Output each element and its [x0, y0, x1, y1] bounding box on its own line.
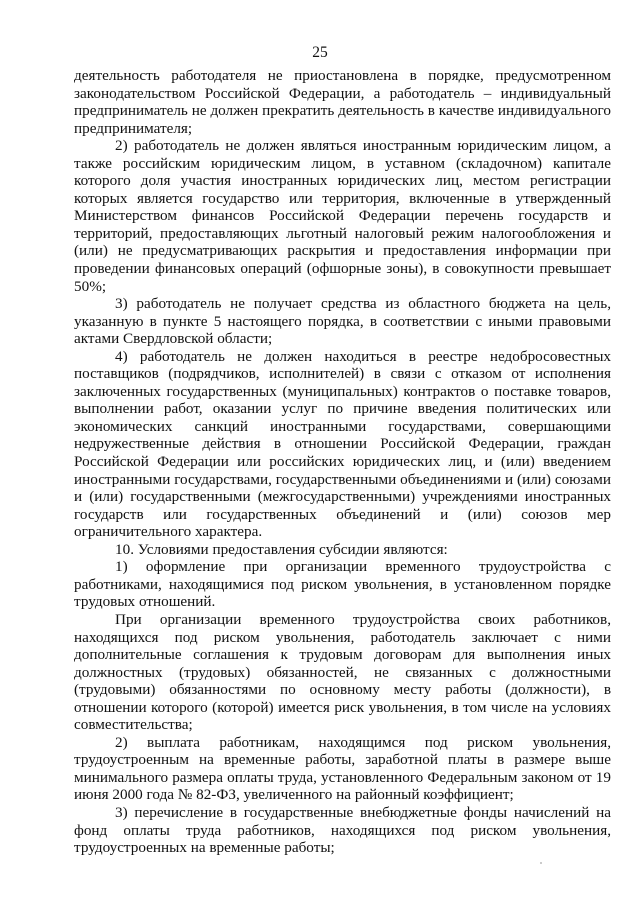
paragraph: 2) выплата работникам, находящимся под риском увольнения, трудоустроенным на временные работы, заработной платы в размере выше минимального размера оплаты труда, установленного Федеральным законом от 19 июня 2000 года № 82-ФЗ, увеличенного на районный коэффициент; — [74, 733, 611, 804]
paragraph: 3) работодатель не получает средства из областного бюджета на цель, указанную в пункте 5 настоящего порядка, в соответствии с иными правовыми актами Свердловской области; — [74, 295, 611, 348]
paragraph: 1) оформление при организации временного трудоустройства с работниками, находящимися под риском увольнения, в установленном порядке трудовых отношений. — [74, 558, 611, 611]
paragraph: При организации временного трудоустройства своих работников, находящихся под риском увольнения, работодатель заключает с ними дополнительные соглашения к трудовым договорам для выполнения иных должностных (трудовых) обязанностей, не связанных с должностными (трудовыми) обязанностями по основному месту работы (должности), в отношении которого (которой) имеется риск увольнения, в том числе на условиях совместительства; — [74, 610, 611, 734]
scan-speck — [540, 862, 542, 864]
paragraph: 4) работодатель не должен находиться в реестре недобросовестных поставщиков (подрядчиков, исполнителей) в связи с отказом от исполнения заключенных государственных (муниципальных) контрактов о поставке товаров, выполнении работ, оказании услуг по причине введения политических или экономических санкций иностранными государствами, совершающими недружественные действия в отношении Российской Федерации, граждан Российской Федерации или российских юридических лиц, и (или) введением иностранными государствами, государственными объединениями и (или) союзами и (или) государственными (межгосударственными) учреждениями иностранных государств или государственных объединений и (или) союзов мер ограничительного характера. — [74, 347, 611, 541]
paragraph: 10. Условиями предоставления субсидии являются: — [115, 540, 448, 558]
paragraph: 2) работодатель не должен являться иностранным юридическим лицом, а также российским юридическим лицом, в уставном (складочном) капитале которого доля участия иностранных юридических лиц, местом регистрации которых является государство или территория, включенные в утвержденный Министерством финансов Российской Федерации перечень государств и территорий, предоставляющих льготный налоговый режим налогообложения и (или) не предусматривающих раскрытия и предоставления информации при проведении финансовых операций (офшорные зоны), в совокупности превышает 50%; — [74, 137, 611, 295]
paragraph: деятельность работодателя не приостановлена в порядке, предусмотренном законодательством Российской Федерации, а работодатель – индивидуальный предприниматель не должен прекратить деятельность в качестве индивидуального предпринимателя; — [74, 67, 611, 137]
page-number: 25 — [312, 44, 328, 61]
document-body — [74, 67, 611, 857]
paragraph: 3) перечисление в государственные внебюджетные фонды начислений на фонд оплаты труда работников, находящихся под риском увольнения, трудоустроенных на временные работы; — [74, 803, 611, 857]
